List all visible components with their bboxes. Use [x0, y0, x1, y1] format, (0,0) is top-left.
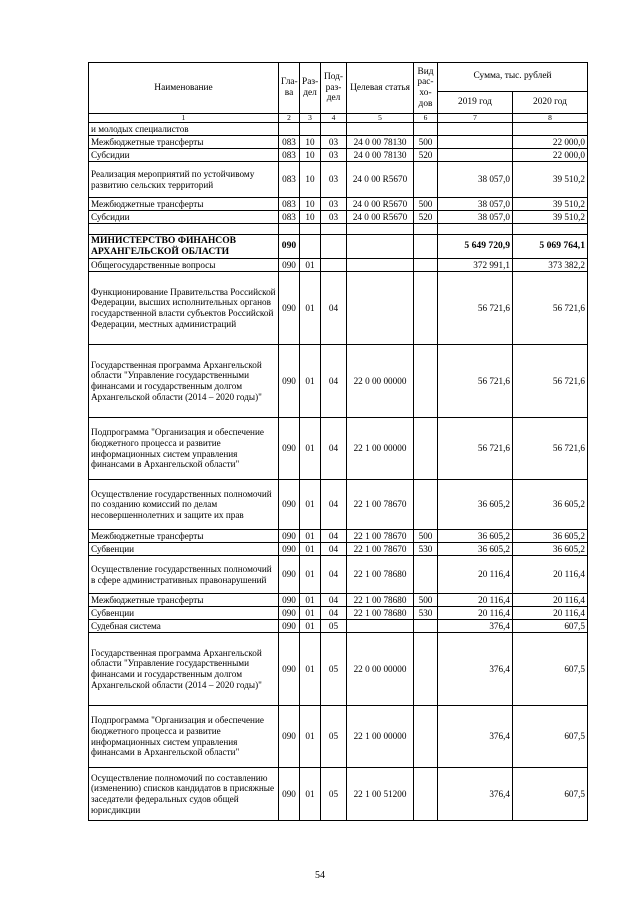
row-target: 22 1 00 78670: [347, 480, 414, 530]
row-podrazdel: 04: [321, 594, 347, 607]
row-glava: 090: [279, 768, 300, 821]
row-sum-2020: 22 000,0: [513, 136, 588, 149]
row-podrazdel: 05: [321, 768, 347, 821]
row-razdel: 01: [300, 633, 321, 706]
row-sum-2020: 22 000,0: [513, 149, 588, 162]
row-name: Государственная программа Архангельской области "Управление государственными финансами и государственным долгом Архангельской области (2014 – 2020 годы)": [89, 345, 279, 418]
row-podrazdel: [321, 259, 347, 272]
row-target: 22 1 00 78680: [347, 556, 414, 594]
row-sum-2020: 373 382,2: [513, 259, 588, 272]
row-vid: [414, 123, 438, 136]
row-podrazdel: 04: [321, 480, 347, 530]
row-podrazdel: 05: [321, 620, 347, 633]
row-razdel: 10: [300, 136, 321, 149]
row-razdel: 01: [300, 418, 321, 480]
table-row: [89, 123, 588, 136]
column-number: 6: [414, 114, 438, 123]
row-razdel: [300, 235, 321, 259]
row-sum-2019: 38 057,0: [438, 211, 513, 224]
row-sum-2019: 376,4: [438, 768, 513, 821]
row-vid: [414, 706, 438, 768]
row-target: 24 0 00 R5670: [347, 211, 414, 224]
column-number: 4: [321, 114, 347, 123]
row-vid: [414, 633, 438, 706]
row-sum-2019: [438, 123, 513, 136]
row-name: Субвенции: [89, 607, 279, 620]
empty-cell: [438, 224, 513, 235]
table-row: [89, 620, 588, 633]
empty-cell: [300, 224, 321, 235]
table-row: [89, 162, 588, 198]
row-name: Субсидии: [89, 211, 279, 224]
row-sum-2019: 56 721,6: [438, 345, 513, 418]
table-row: [89, 136, 588, 149]
row-name: Межбюджетные трансферты: [89, 594, 279, 607]
row-target: 22 1 00 00000: [347, 418, 414, 480]
row-razdel: 10: [300, 198, 321, 211]
row-vid: 500: [414, 594, 438, 607]
column-number: 7: [438, 114, 513, 123]
row-vid: 530: [414, 607, 438, 620]
table-row: [89, 198, 588, 211]
table-row: [89, 149, 588, 162]
table-row: [89, 272, 588, 345]
row-name: Государственная программа Архангельской области "Управление государственными финансами и государственным долгом Архангельской области (2014 – 2020 годы)": [89, 633, 279, 706]
row-sum-2020: [513, 123, 588, 136]
row-target: 22 1 00 78680: [347, 607, 414, 620]
row-sum-2020: 56 721,6: [513, 418, 588, 480]
row-podrazdel: 05: [321, 706, 347, 768]
table-row: [89, 607, 588, 620]
row-glava: 090: [279, 556, 300, 594]
row-podrazdel: 03: [321, 149, 347, 162]
row-sum-2020: 39 510,2: [513, 211, 588, 224]
row-sum-2020: 20 116,4: [513, 594, 588, 607]
row-vid: 500: [414, 136, 438, 149]
column-numbers-row: [89, 114, 588, 123]
row-sum-2020: 607,5: [513, 768, 588, 821]
row-vid: [414, 620, 438, 633]
row-podrazdel: 03: [321, 136, 347, 149]
row-target: 22 1 00 78670: [347, 530, 414, 543]
table-row: [89, 480, 588, 530]
row-glava: [279, 123, 300, 136]
row-target: [347, 123, 414, 136]
row-sum-2019: 376,4: [438, 620, 513, 633]
header-sum: Сумма, тыс. рублей: [438, 63, 588, 92]
row-razdel: 01: [300, 272, 321, 345]
row-sum-2019: 56 721,6: [438, 272, 513, 345]
row-sum-2019: 36 605,2: [438, 543, 513, 556]
row-sum-2020: 39 510,2: [513, 198, 588, 211]
row-sum-2019: 5 649 720,9: [438, 235, 513, 259]
table-row: [89, 543, 588, 556]
row-vid: [414, 235, 438, 259]
row-name: Реализация мероприятий по устойчивому развитию сельских территорий: [89, 162, 279, 198]
table-row: [89, 530, 588, 543]
row-glava: 090: [279, 706, 300, 768]
empty-cell: [513, 224, 588, 235]
row-sum-2019: 38 057,0: [438, 162, 513, 198]
row-vid: [414, 768, 438, 821]
row-target: 22 1 00 51200: [347, 768, 414, 821]
row-sum-2019: 36 605,2: [438, 530, 513, 543]
row-glava: 090: [279, 594, 300, 607]
table-row: [89, 418, 588, 480]
row-sum-2019: 372 991,1: [438, 259, 513, 272]
row-name: МИНИСТЕРСТВО ФИНАНСОВ АРХАНГЕЛЬСКОЙ ОБЛАСТИ: [89, 235, 279, 259]
row-sum-2020: 20 116,4: [513, 556, 588, 594]
row-sum-2020: 607,5: [513, 706, 588, 768]
row-sum-2020: 607,5: [513, 620, 588, 633]
row-target: 22 1 00 78670: [347, 543, 414, 556]
row-podrazdel: 04: [321, 272, 347, 345]
row-razdel: 10: [300, 211, 321, 224]
row-name: Осуществление государственных полномочий по созданию комиссий по делам несовершеннолетних и защите их прав: [89, 480, 279, 530]
row-vid: [414, 480, 438, 530]
row-podrazdel: 03: [321, 211, 347, 224]
header-2020: 2020 год: [513, 91, 588, 113]
row-vid: 500: [414, 198, 438, 211]
row-name: Осуществление полномочий по составлению (изменению) списков кандидатов в присяжные заседатели федеральных судов общей юрисдикции: [89, 768, 279, 821]
header-podrazdel: Под-раз-дел: [321, 63, 347, 114]
row-sum-2020: 36 605,2: [513, 543, 588, 556]
row-glava: 090: [279, 235, 300, 259]
table-row: [89, 235, 588, 259]
row-podrazdel: [321, 123, 347, 136]
row-target: 24 0 00 78130: [347, 136, 414, 149]
row-name: Межбюджетные трансферты: [89, 198, 279, 211]
row-sum-2019: 376,4: [438, 633, 513, 706]
row-razdel: 10: [300, 149, 321, 162]
row-target: [347, 272, 414, 345]
row-glava: 083: [279, 211, 300, 224]
header-vid: Вид рас-хо-дов: [414, 63, 438, 114]
row-podrazdel: 04: [321, 530, 347, 543]
row-glava: 090: [279, 272, 300, 345]
header-glava: Гла-ва: [279, 63, 300, 114]
row-razdel: 01: [300, 480, 321, 530]
row-sum-2019: 376,4: [438, 706, 513, 768]
row-glava: 083: [279, 198, 300, 211]
table-row: [89, 211, 588, 224]
column-number: 8: [513, 114, 588, 123]
row-target: 22 0 00 00000: [347, 345, 414, 418]
row-sum-2020: 39 510,2: [513, 162, 588, 198]
row-glava: 083: [279, 136, 300, 149]
header-target: Целевая статья: [347, 63, 414, 114]
row-glava: 090: [279, 607, 300, 620]
table-row: [89, 345, 588, 418]
row-podrazdel: 03: [321, 198, 347, 211]
column-number: 5: [347, 114, 414, 123]
table-row: [89, 556, 588, 594]
row-sum-2020: 56 721,6: [513, 272, 588, 345]
empty-cell: [279, 224, 300, 235]
row-vid: [414, 272, 438, 345]
row-sum-2020: 36 605,2: [513, 480, 588, 530]
row-sum-2020: 56 721,6: [513, 345, 588, 418]
empty-cell: [347, 224, 414, 235]
row-name: Подпрограмма "Организация и обеспечение бюджетного процесса и развитие информационных систем управления финансами в Архангельской области": [89, 418, 279, 480]
row-vid: [414, 418, 438, 480]
row-name: Подпрограмма "Организация и обеспечение бюджетного процесса и развитие информационных систем управления финансами в Архангельской области": [89, 706, 279, 768]
empty-cell: [321, 224, 347, 235]
row-razdel: 01: [300, 768, 321, 821]
header-row: [89, 63, 588, 92]
row-razdel: 01: [300, 259, 321, 272]
row-target: 22 1 00 78680: [347, 594, 414, 607]
row-target: 24 0 00 R5670: [347, 198, 414, 211]
table-row: [89, 594, 588, 607]
row-razdel: 10: [300, 162, 321, 198]
row-glava: 090: [279, 633, 300, 706]
row-vid: 500: [414, 530, 438, 543]
page-number: 54: [315, 870, 325, 881]
row-razdel: 01: [300, 594, 321, 607]
row-target: [347, 259, 414, 272]
row-podrazdel: 04: [321, 556, 347, 594]
row-sum-2019: 36 605,2: [438, 480, 513, 530]
row-glava: 090: [279, 620, 300, 633]
row-name: Судебная система: [89, 620, 279, 633]
row-sum-2019: 38 057,0: [438, 198, 513, 211]
row-sum-2020: 5 069 764,1: [513, 235, 588, 259]
row-razdel: 01: [300, 530, 321, 543]
header-name: Наименование: [89, 63, 279, 114]
row-vid: [414, 259, 438, 272]
row-sum-2019: 20 116,4: [438, 607, 513, 620]
empty-cell: [414, 224, 438, 235]
row-target: 24 0 00 R5670: [347, 162, 414, 198]
row-razdel: 01: [300, 543, 321, 556]
row-target: 24 0 00 78130: [347, 149, 414, 162]
row-glava: 083: [279, 149, 300, 162]
row-podrazdel: 05: [321, 633, 347, 706]
row-podrazdel: 04: [321, 418, 347, 480]
row-vid: [414, 345, 438, 418]
row-podrazdel: 04: [321, 543, 347, 556]
row-glava: 083: [279, 162, 300, 198]
row-sum-2020: 20 116,4: [513, 607, 588, 620]
empty-cell: [89, 224, 279, 235]
row-vid: [414, 162, 438, 198]
row-name: Функционирование Правительства Российской Федерации, высших исполнительных органов государственной власти субъектов Российской Федерации, местных администраций: [89, 272, 279, 345]
row-sum-2019: [438, 149, 513, 162]
row-name: и молодых специалистов: [89, 123, 279, 136]
table-row: [89, 706, 588, 768]
row-glava: 090: [279, 480, 300, 530]
row-target: [347, 235, 414, 259]
row-razdel: 01: [300, 345, 321, 418]
header-razdel: Раз-дел: [300, 63, 321, 114]
row-vid: 520: [414, 149, 438, 162]
row-razdel: 01: [300, 620, 321, 633]
row-name: Субсидии: [89, 149, 279, 162]
row-vid: [414, 556, 438, 594]
header-2019: 2019 год: [438, 91, 513, 113]
row-podrazdel: 04: [321, 607, 347, 620]
row-razdel: 01: [300, 607, 321, 620]
budget-table: [88, 62, 588, 821]
row-vid: 520: [414, 211, 438, 224]
row-podrazdel: 04: [321, 345, 347, 418]
spacer-row: [89, 224, 588, 235]
row-razdel: [300, 123, 321, 136]
row-glava: 090: [279, 418, 300, 480]
column-number: 1: [89, 114, 279, 123]
column-number: 3: [300, 114, 321, 123]
table-row: [89, 768, 588, 821]
row-name: Межбюджетные трансферты: [89, 530, 279, 543]
row-vid: 530: [414, 543, 438, 556]
row-sum-2019: 56 721,6: [438, 418, 513, 480]
row-sum-2019: [438, 136, 513, 149]
row-glava: 090: [279, 543, 300, 556]
row-sum-2019: 20 116,4: [438, 556, 513, 594]
row-target: 22 1 00 00000: [347, 706, 414, 768]
row-sum-2020: 607,5: [513, 633, 588, 706]
row-name: Осуществление государственных полномочий в сфере административных правонарушений: [89, 556, 279, 594]
table-row: [89, 259, 588, 272]
row-glava: 090: [279, 259, 300, 272]
row-podrazdel: [321, 235, 347, 259]
row-glava: 090: [279, 345, 300, 418]
row-razdel: 01: [300, 556, 321, 594]
row-target: [347, 620, 414, 633]
row-sum-2019: 20 116,4: [438, 594, 513, 607]
row-glava: 090: [279, 530, 300, 543]
row-sum-2020: 36 605,2: [513, 530, 588, 543]
table-row: [89, 633, 588, 706]
row-target: 22 0 00 00000: [347, 633, 414, 706]
row-name: Субвенции: [89, 543, 279, 556]
row-name: Общегосударственные вопросы: [89, 259, 279, 272]
row-name: Межбюджетные трансферты: [89, 136, 279, 149]
row-podrazdel: 03: [321, 162, 347, 198]
column-number: 2: [279, 114, 300, 123]
row-razdel: 01: [300, 706, 321, 768]
